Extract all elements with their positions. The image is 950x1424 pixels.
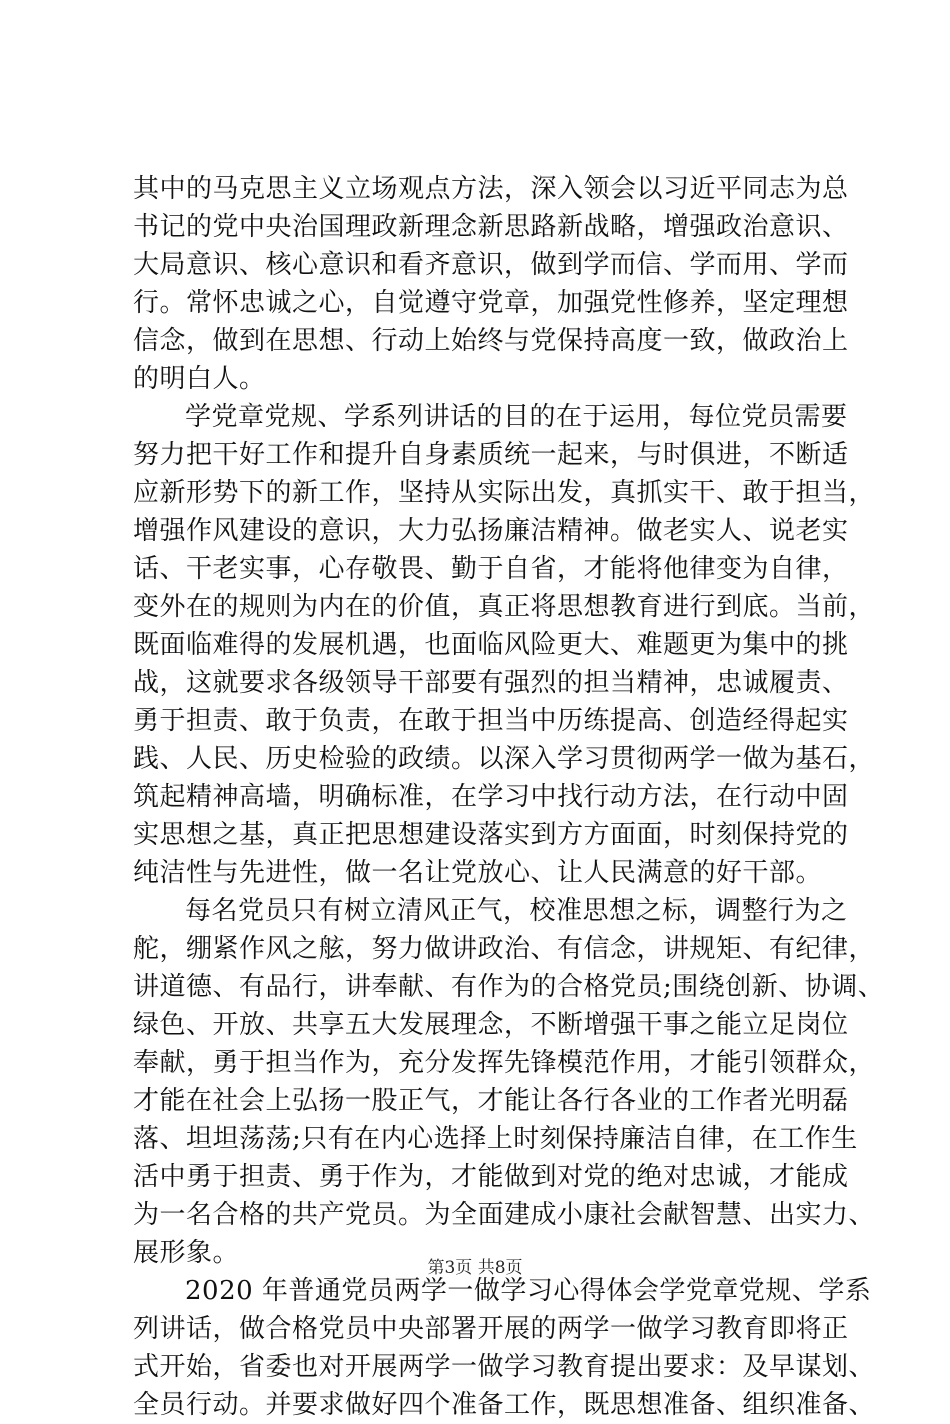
text-line: 大局意识、核心意识和看齐意识，做到学而信、学而用、学而 (133, 250, 849, 280)
text-line: 增强作风建设的意识，大力弘扬廉洁精神。做老实人、说老实 (133, 516, 849, 546)
text-line: 学党章党规、学系列讲话的目的在于运用，每位党员需要 (185, 402, 848, 432)
page-footer: 第3页 共8页 (427, 1258, 523, 1278)
text-line: 应新形势下的新工作，坚持从实际出发，真抓实干、敢于担当， (133, 478, 876, 508)
text-line: 式开始，省委也对开展两学一做学习教育提出要求：及早谋划、 (133, 1352, 876, 1382)
text-line: 全员行动。并要求做好四个准备工作，既思想准备、组织准备、 (133, 1390, 876, 1420)
text-line: 每名党员只有树立清风正气，校准思想之标，调整行为之 (185, 896, 848, 926)
text-line: 努力把干好工作和提升自身素质统一起来，与时俱进，不断适 (133, 440, 849, 470)
text-line: 落、坦坦荡荡;只有在内心选择上时刻保持廉洁自律，在工作生 (133, 1124, 858, 1154)
text-line: 既面临难得的发展机遇，也面临风险更大、难题更为集中的挑 (133, 630, 849, 660)
text-line: 纯洁性与先进性，做一名让党放心、让人民满意的好干部。 (133, 858, 823, 888)
body-text (133, 170, 885, 1424)
text-line: 为一名合格的共产党员。为全面建成小康社会献智慧、出实力、 (133, 1200, 876, 1230)
text-line: 实思想之基，真正把思想建设落实到方方面面，时刻保持党的 (133, 820, 849, 850)
text-line: 战，这就要求各级领导干部要有强烈的担当精神，忠诚履责、 (133, 668, 849, 698)
text-line: 绿色、开放、共享五大发展理念，不断增强干事之能立足岗位 (133, 1010, 849, 1040)
text-line: 变外在的规则为内在的价值，真正将思想教育进行到底。当前， (133, 592, 876, 622)
text-line: 其中的马克思主义立场观点方法，深入领会以习近平同志为总 (133, 174, 849, 204)
text-line: 舵，绷紧作风之舷，努力做讲政治、有信念，讲规矩、有纪律， (133, 934, 876, 964)
text-line: 践、人民、历史检验的政绩。以深入学习贯彻两学一做为基石， (133, 744, 876, 774)
text-line: 书记的党中央治国理政新理念新思路新战略，增强政治意识、 (133, 212, 849, 242)
text-line: 讲道德、有品行，讲奉献、有作为的合格党员;围绕创新、协调、 (133, 972, 885, 1002)
text-line: 行。常怀忠诚之心，自觉遵守党章，加强党性修养，坚定理想 (133, 288, 849, 318)
text-line: 才能在社会上弘扬一股正气，才能让各行各业的工作者光明磊 (133, 1086, 849, 1116)
text-line: 话、干老实事，心存敬畏、勤于自省，才能将他律变为自律， (133, 554, 849, 584)
text-line: 勇于担责、敢于负责，在敢于担当中历练提高、创造经得起实 (133, 706, 849, 736)
text-line: 的明白人。 (133, 364, 266, 394)
text-line: 展形象。 (133, 1238, 240, 1268)
text-line: 列讲话，做合格党员中央部署开展的两学一做学习教育即将正 (133, 1314, 849, 1344)
text-line: 筑起精神高墙，明确标准，在学习中找行动方法，在行动中固 (133, 782, 849, 812)
text-line: 信念，做到在思想、行动上始终与党保持高度一致，做政治上 (133, 326, 849, 356)
text-line: 奉献，勇于担当作为，充分发挥先锋模范作用，才能引领群众， (133, 1048, 876, 1078)
text-line: 活中勇于担责、勇于作为，才能做到对党的绝对忠诚，才能成 (133, 1162, 849, 1192)
text-line: 2020 年普通党员两学一做学习心得体会学党章党规、学系 (185, 1276, 872, 1306)
